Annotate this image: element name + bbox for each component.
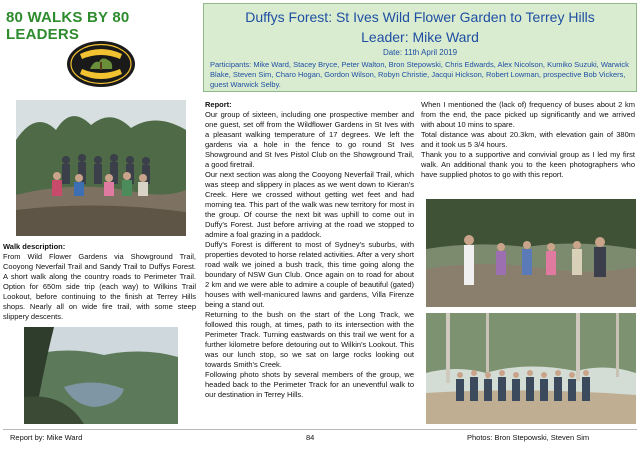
bush-club-logo bbox=[66, 40, 136, 88]
footer-divider bbox=[3, 429, 637, 430]
report-continued bbox=[421, 100, 635, 180]
walk-leader: Leader: Mike Ward bbox=[361, 29, 479, 45]
report-paragraph: Our next section was along the Cooyong Neverfail Trail, which was steep and slippery in places as we went down to Kieran's Creek. Here we crossed without getting wet feet and had morning tea. This part of the walk was new territory for most in the group. Of course the next bit was uphill to come out in Duffy's Forest. Just before arriving at the road we stopped to admire a foal grazing in a paddock. bbox=[205, 170, 414, 239]
report-section bbox=[205, 100, 414, 400]
report-paragraph: Total distance was about 20.3km, with elevation gain of 380m and it took us 5 3/4 hours. bbox=[421, 130, 635, 149]
footer-photos-credit: Photos: Bron Stepowski, Steven Sim bbox=[467, 433, 590, 442]
report-paragraph: Our group of sixteen, including one prospective member and one guest, set off from the Wildflower Gardens in St Ives with a pleasant walking temperature of 17 degrees. We left the gardens via a hole in the fence to go round St Ives Showground and St Ives Pistol Club on the Showground Trail, a good firetrail. bbox=[205, 110, 414, 169]
group-photo-lunch bbox=[426, 199, 636, 307]
footer-report-by: Report by: Mike Ward bbox=[10, 433, 83, 442]
header-box bbox=[203, 3, 637, 92]
report-paragraph: Duffy's Forest is different to most of Sydney's suburbs, with properties devoted to horse related activities. After a very short road walk we joined a bush track, this time going along the boundary of NSW Gun Club. Once again on to road for about 2 km and we were able to admire a couple of beautiful (gated) houses with well-manicured lawns and gardens, Villa Firenze being a stand out. bbox=[205, 240, 414, 309]
report-paragraph: Following photo shots by several members of the group, we headed back to the Perimeter Track for an uneventful walk to our destination in Terrey Hills. bbox=[205, 370, 414, 399]
walk-date: Date: 11th April 2019 bbox=[382, 48, 458, 57]
lookout-view-photo bbox=[24, 327, 178, 424]
series-title: 80 WALKS BY 80 LEADERS bbox=[6, 9, 130, 43]
walk-title: Duffys Forest: St Ives Wild Flower Garden to Terrey Hills bbox=[245, 9, 595, 25]
page-number: 84 bbox=[306, 433, 315, 442]
walk-description bbox=[3, 242, 196, 322]
report-paragraph: Thank you to a supportive and convivial group as I led my first walk. An additional thank you to the keen photographers who have supplied photos to go with this report. bbox=[421, 150, 635, 179]
walk-description-text: From Wild Flower Gardens via Showground Trail, Cooyong Neverfail Trail and Sandy Trail to Duffys Forest. A short walk along the country roads to Perimeter Trail. Option for 650m side trip (each way) to Wilkins Trail Lookout, before continuing to the finish at Terrey Hills shops. Nearly all on wide fire trail, with some steep slippery descents. bbox=[3, 252, 196, 321]
report-heading: Report: bbox=[205, 100, 232, 109]
group-photo-rocks bbox=[16, 100, 186, 236]
participants-list: Participants: Mike Ward, Stacey Bryce, Peter Walton, Bron Stepowski, Chris Edwards, Alex Nicolson, Kumiko Suzuki, Warwick Blake, Steven Sim, Charo Hogan, Gordon Wilson, Robyn Christie, Jacqui Hickson, Robert Lowman, prospective Bob Vickers, guest Warwick Selby. bbox=[210, 60, 629, 89]
walk-description-heading: Walk description: bbox=[3, 242, 66, 251]
report-paragraph: Returning to the bush on the start of the Long Track, we followed this rough, at times, path to its intersection with the Perimeter Track. Turning eastwards on this trail we went for a further kilometre before detouring out to Wilkin's Lookout. This was our lunch stop, so we sat on large rocks looking out towards Smith's Creek. bbox=[205, 310, 414, 369]
group-photo-trail bbox=[426, 313, 636, 424]
report-paragraph: When I mentioned the (lack of) frequency of buses about 2 km from the end, the pace picked up significantly and we arrived with about 10 mins to spare. bbox=[421, 100, 635, 129]
